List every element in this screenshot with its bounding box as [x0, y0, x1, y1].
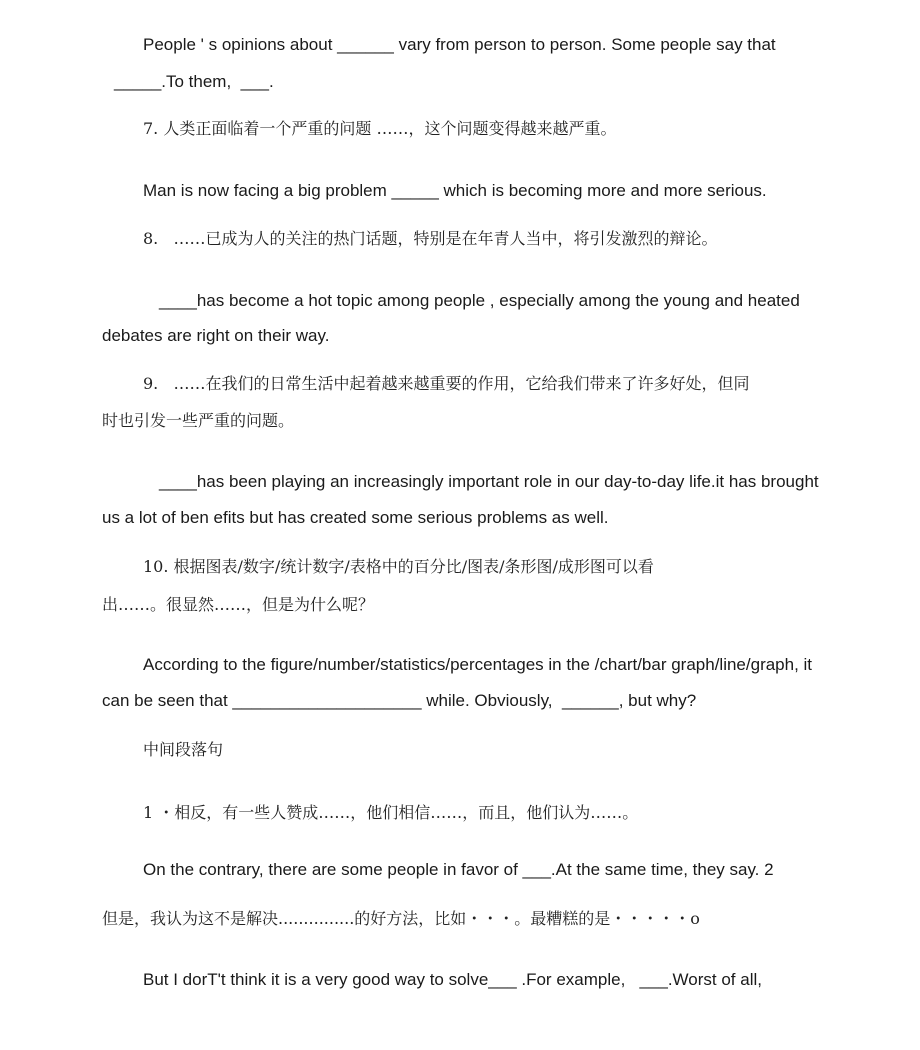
item-9-english-line-1: ____has been playing an increasingly important role in our day-to-day life.it has brought [159, 472, 819, 491]
text-line-2: _____.To them, ___. [114, 72, 274, 91]
item-9-chinese-line-2: 时也引发一些严重的问题。 [102, 411, 295, 430]
item-10-english-line-1: According to the figure/number/statistics/percentages in the /chart/bar graph/line/graph, it [143, 655, 813, 674]
item-8-chinese: 8. ……已成为人的关注的热门话题，特别是在年青人当中，将引发激烈的辩论。 [143, 229, 718, 248]
middle-item-1-chinese: 1 ・相反，有一些人赞成……，他们相信……，而且，他们认为……。 [143, 803, 639, 822]
text-line-1: People ' s opinions about ______ vary from person to person. Some people say that [143, 35, 776, 54]
item-9-english-line-2: us a lot of ben efits but has created some serious problems as well. [102, 508, 609, 527]
item-8-english-line-1: ____has become a hot topic among people , especially among the young and heated [159, 291, 800, 310]
middle-item-2-chinese: 但是，我认为这不是解决...............的好方法，比如・・・。最糟糕的是・・・・・o [102, 909, 700, 928]
middle-item-1-english: On the contrary, there are some people in favor of ___.At the same time, they say. 2 [143, 860, 774, 879]
item-10-english-line-2: can be seen that ____________________ while. Obviously, ______, but why? [102, 691, 697, 710]
item-8-english-line-2: debates are right on their way. [102, 326, 330, 345]
item-10-chinese-line-2: 出……。很显然……，但是为什么呢？ [102, 595, 375, 614]
item-9-chinese-line-1: 9. ……在我们的日常生活中起着越来越重要的作用，它给我们带来了许多好处，但同 [143, 374, 750, 393]
item-7-chinese: 7. 人类正面临着一个严重的问题 ……，这个问题变得越来越严重。 [143, 119, 617, 138]
item-7-english: Man is now facing a big problem _____ which is becoming more and more serious. [143, 181, 767, 200]
section-heading: 中间段落句 [143, 740, 224, 759]
item-10-chinese-line-1: 10. 根据图表/数字/统计数字/表格中的百分比/图表/条形图/成形图可以看 [143, 557, 654, 576]
middle-item-2-english: But I dorT't think it is a very good way to solve___ .For example, ___.Worst of all, [143, 970, 762, 989]
